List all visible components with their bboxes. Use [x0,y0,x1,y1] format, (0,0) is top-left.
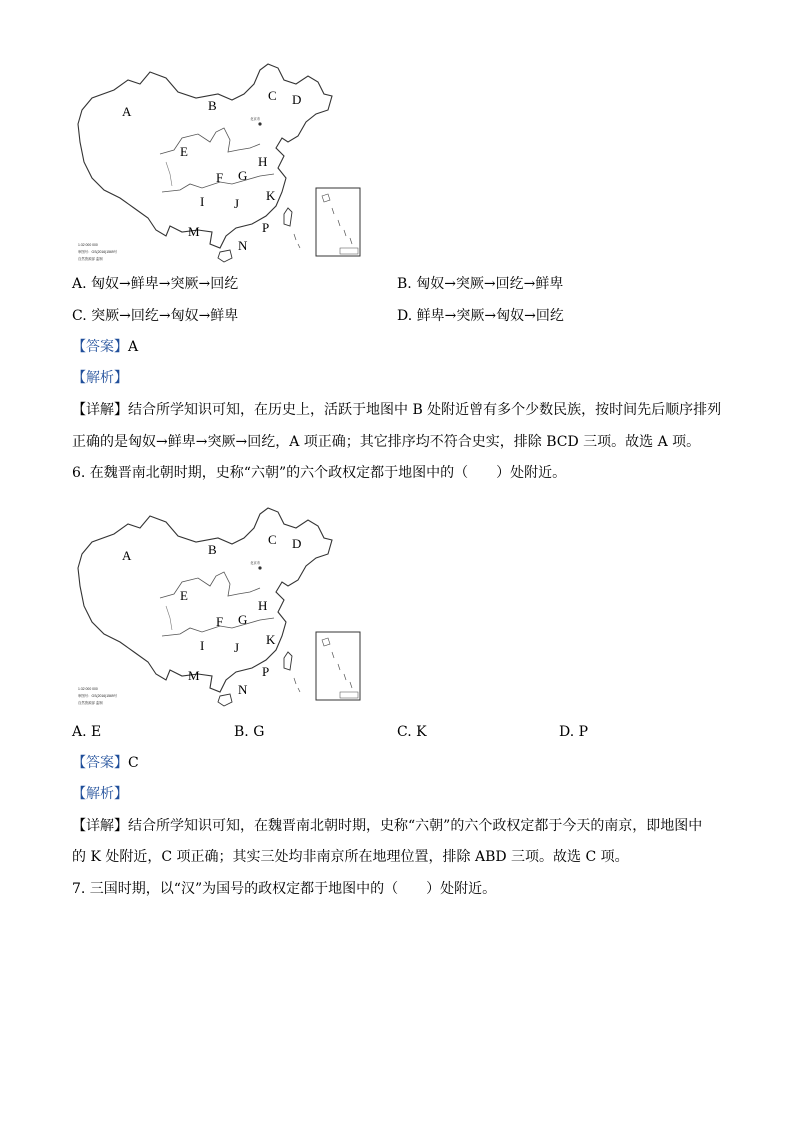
map-label-e: E [180,144,188,159]
q6-answer-tag: 【答案】 [72,755,128,771]
map-label-p: P [262,664,270,679]
svg-text:北京市: 北京市 [250,561,261,565]
map-note-org: 自然资源部 监制 [78,257,103,261]
q5-detail-line-1 [72,400,721,420]
q6-detail-text-1: 结合所学知识可知，在魏晋南北朝时期，史称“六朝”的六个政权定都于今天的南京，即地图中 [128,818,703,834]
map-note-scale: 1:32 000 000 [78,243,98,247]
map-label-j: J [234,196,240,211]
q6-answer: C [128,755,139,771]
taiwan-island [284,652,292,670]
map-note-code: 审图号：GS(2016)1569号 [78,694,118,698]
hainan-island [218,694,232,706]
taiwan-island [284,208,292,226]
map-label-m: M [188,224,200,239]
q6-detail-line-2: 的 K 处附近，C 项正确；其实三处均非南京所在地理位置，排除 ABD 三项。故选 C 项。 [72,849,629,865]
map-label-a: A [122,548,132,563]
map-label-c: C [268,532,277,547]
map-note-org: 自然资源部 监制 [78,701,103,705]
map-label-i: I [200,638,205,653]
map-label-a: A [122,104,132,119]
map-label-f: F [216,614,224,629]
q6-option-d: D. P [559,724,589,740]
map-label-k: K [266,632,276,647]
hainan-island [218,250,232,262]
q5-analysis-line [72,368,128,388]
q6-answer-line [72,753,139,773]
map-note-scale: 1:32 000 000 [78,687,98,691]
q5-option-b: B. 匈奴→突厥→回纥→鲜卑 [397,276,564,292]
q6-detail-tag: 【详解】 [72,818,128,834]
map-label-m: M [188,668,200,683]
map-label-i: I [200,194,205,209]
map-label-g: G [238,168,248,183]
map-label-d: D [292,92,302,107]
map-label-n: N [238,238,248,253]
yellow-river [160,572,260,598]
map-label-f: F [216,170,224,185]
map-label-d: D [292,536,302,551]
map-label-e: E [180,588,188,603]
map-label-b: B [208,542,217,557]
q6-option-c: C. K [397,724,427,740]
q6-analysis-line [72,784,128,804]
china-map-q6 [70,502,370,712]
q6-question: 6. 在魏晋南北朝时期，史称“六朝”的六个政权定都于地图中的（ ）处附近。 [72,465,567,481]
q5-answer: A [128,339,139,355]
q5-answer-tag: 【答案】 [72,339,128,355]
q5-detail-text-1: 结合所学知识可知，在历史上，活跃于地图中 B 处附近曾有多个少数民族，按时间先后顺序排列 [128,402,722,418]
q5-analysis-tag: 【解析】 [72,370,128,386]
q6-analysis-tag: 【解析】 [72,786,128,802]
q5-option-c: C. 突厥→回纥→匈奴→鲜卑 [72,308,239,324]
q5-detail-tag: 【详解】 [72,402,128,418]
map-label-h: H [258,598,268,613]
map-label-c: C [268,88,277,103]
map-label-b: B [208,98,217,113]
q5-answer-line [72,337,138,357]
q6-detail-line-1 [72,816,702,836]
q6-option-a: A. E [72,724,102,740]
map-note-code: 审图号：GS(2016)1569号 [78,250,118,254]
map-label-n: N [238,682,248,697]
map-label-k: K [266,188,276,203]
map-label-p: P [262,220,270,235]
q6-option-b: B. G [234,724,265,740]
q7-question: 7. 三国时期，以“汉”为国号的政权定都于地图中的（ ）处附近。 [72,881,497,897]
q5-option-a: A. 匈奴→鲜卑→突厥→回纥 [72,276,239,292]
q5-option-d: D. 鲜卑→突厥→匈奴→回纥 [397,308,564,324]
map-label-j: J [234,640,240,655]
map-label-h: H [258,154,268,169]
yellow-river [160,128,260,154]
q5-detail-line-2: 正确的是匈奴→鲜卑→突厥→回纥，A 项正确；其它排序均不符合史实，排除 BCD 三项。故选 A 项。 [72,434,701,450]
china-map-q5 [70,58,370,268]
svg-text:北京市: 北京市 [250,117,261,121]
map-label-g: G [238,612,248,627]
